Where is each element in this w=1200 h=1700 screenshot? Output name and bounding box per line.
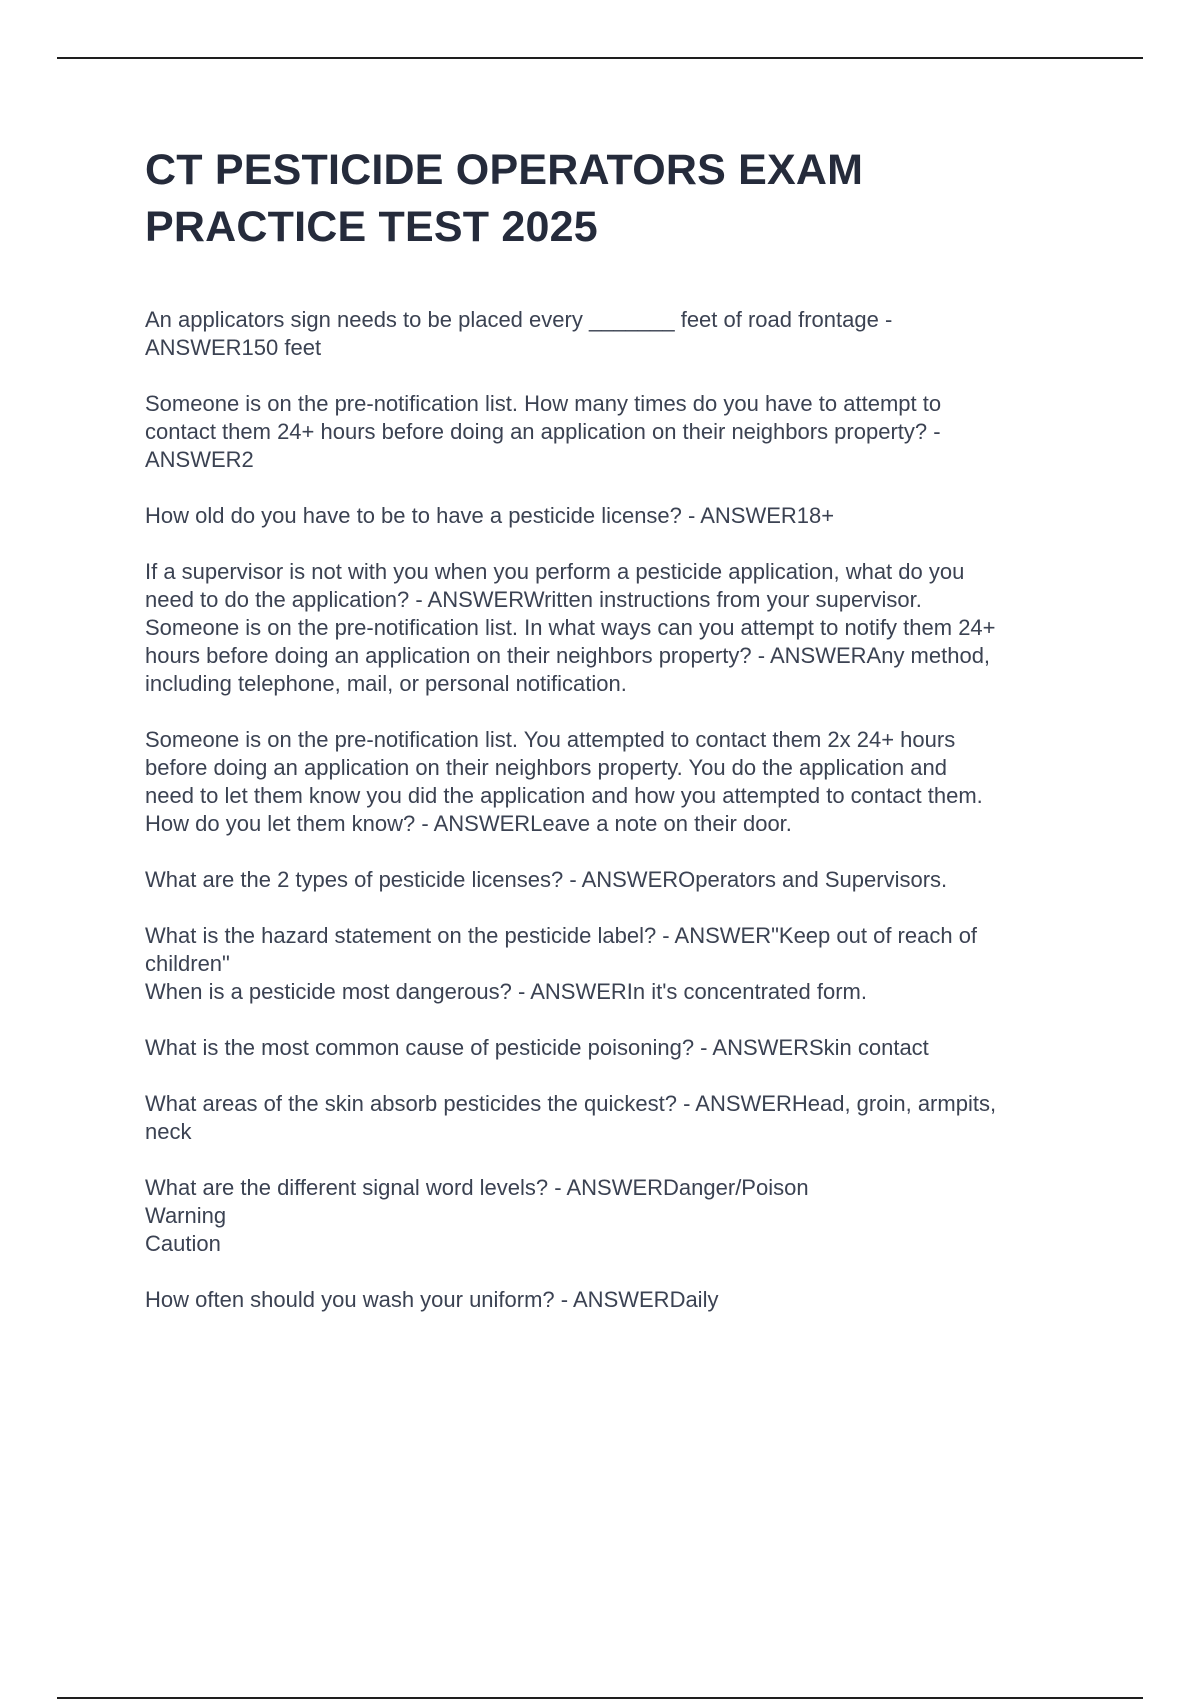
text-line: before doing an application on their neighbors property. You do the application and <box>145 755 947 780</box>
question-paragraph <box>145 922 1085 1006</box>
text-line: What is the most common cause of pesticide poisoning? - ANSWERSkin contact <box>145 1035 929 1060</box>
text-line: What are the 2 types of pesticide licenses? - ANSWEROperators and Supervisors. <box>145 867 948 892</box>
question-paragraph <box>145 1174 1085 1258</box>
text-line: Caution <box>145 1231 221 1256</box>
text-line: How old do you have to be to have a pesticide license? - ANSWER18+ <box>145 503 835 528</box>
title-line: CT PESTICIDE OPERATORS EXAM <box>145 146 864 194</box>
text-line: What is the hazard statement on the pesticide label? - ANSWER"Keep out of reach of <box>145 923 978 948</box>
text-line: Someone is on the pre-notification list. How many times do you have to attempt to <box>145 391 942 416</box>
question-list <box>145 306 1085 1314</box>
text-line: need to do the application? - ANSWERWritten instructions from your supervisor. <box>145 587 922 612</box>
text-line: Someone is on the pre-notification list. In what ways can you attempt to notify them 24+ <box>145 615 996 640</box>
text-line: If a supervisor is not with you when you perform a pesticide application, what do you <box>145 559 965 584</box>
text-line: What are the different signal word levels? - ANSWERDanger/Poison <box>145 1175 809 1200</box>
top-rule <box>57 57 1143 59</box>
text-line: How do you let them know? - ANSWERLeave a note on their door. <box>145 811 792 836</box>
text-line: Warning <box>145 1203 227 1228</box>
text-line: Someone is on the pre-notification list. You attempted to contact them 2x 24+ hours <box>145 727 956 752</box>
title-line: PRACTICE TEST 2025 <box>145 203 598 251</box>
text-line: What areas of the skin absorb pesticides the quickest? - ANSWERHead, groin, armpits, <box>145 1091 997 1116</box>
text-line: ANSWER2 <box>145 447 254 472</box>
bottom-rule <box>57 1697 1143 1699</box>
question-paragraph <box>145 1286 1085 1314</box>
document-content <box>145 142 1085 1342</box>
document-title <box>145 142 1085 256</box>
question-paragraph <box>145 866 1085 894</box>
question-paragraph <box>145 1090 1085 1146</box>
text-line: An applicators sign needs to be placed every _______ feet of road frontage - <box>145 307 893 332</box>
text-line: need to let them know you did the application and how you attempted to contact them. <box>145 783 983 808</box>
question-paragraph <box>145 558 1085 698</box>
text-line: including telephone, mail, or personal notification. <box>145 671 627 696</box>
text-line: ANSWER150 feet <box>145 335 322 360</box>
question-paragraph <box>145 390 1085 474</box>
question-paragraph <box>145 306 1085 362</box>
question-paragraph <box>145 1034 1085 1062</box>
text-line: contact them 24+ hours before doing an application on their neighbors property? - <box>145 419 941 444</box>
text-line: When is a pesticide most dangerous? - ANSWERIn it's concentrated form. <box>145 979 867 1004</box>
text-line: hours before doing an application on their neighbors property? - ANSWERAny method, <box>145 643 991 668</box>
question-paragraph <box>145 502 1085 530</box>
text-line: children" <box>145 951 230 976</box>
text-line: neck <box>145 1119 192 1144</box>
text-line: How often should you wash your uniform? - ANSWERDaily <box>145 1287 719 1312</box>
question-paragraph <box>145 726 1085 838</box>
